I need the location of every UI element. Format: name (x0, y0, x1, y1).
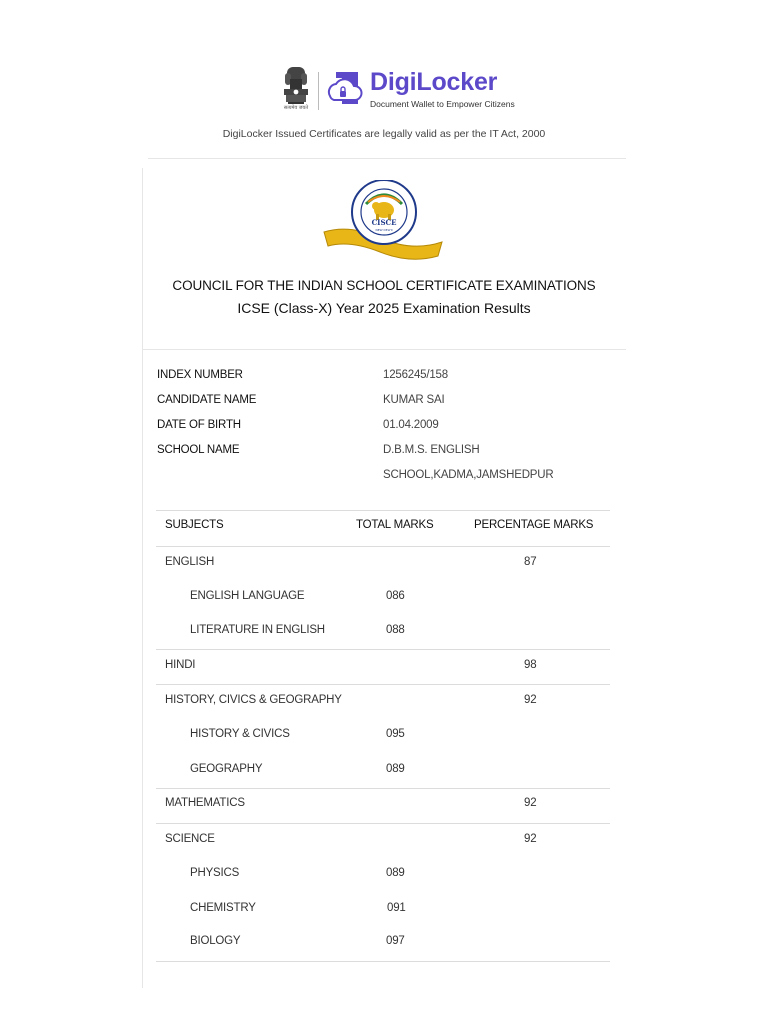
total-marks: 089 (386, 867, 405, 879)
total-marks: 091 (387, 902, 406, 914)
percent-marks: 92 (524, 797, 537, 809)
seal-abbrev: CISCE (371, 218, 397, 227)
percent-marks: 87 (524, 556, 537, 568)
divider (143, 349, 626, 350)
info-value: 1256245/158 (383, 369, 448, 381)
subject-name: HISTORY & CIVICS (190, 728, 290, 740)
subject-name: MATHEMATICS (165, 797, 245, 809)
info-value: D.B.M.S. ENGLISH (383, 444, 480, 456)
subject-name: SCIENCE (165, 833, 215, 845)
col-header-total: TOTAL MARKS (356, 519, 434, 531)
info-label: DATE OF BIRTH (157, 419, 241, 431)
info-value: 01.04.2009 (383, 419, 439, 431)
subject-name: PHYSICS (190, 867, 240, 879)
table-rule (156, 684, 610, 685)
info-label: CANDIDATE NAME (157, 394, 257, 406)
subject-name: HINDI (165, 659, 196, 671)
brand-name: DigiLocker (370, 68, 498, 96)
total-marks: 086 (386, 590, 405, 602)
percent-marks: 92 (524, 694, 537, 706)
table-rule (156, 510, 610, 511)
brand-tagline: Document Wallet to Empower Citizens (370, 99, 515, 109)
subject-name: ENGLISH LANGUAGE (190, 590, 305, 602)
info-label: INDEX NUMBER (157, 369, 243, 381)
subject-name: LITERATURE IN ENGLISH (190, 624, 325, 636)
total-marks: 089 (386, 763, 405, 775)
info-value: KUMAR SAI (383, 394, 445, 406)
info-value: SCHOOL,KADMA,JAMSHEDPUR (383, 469, 554, 481)
legal-notice: DigiLocker Issued Certificates are legally valid as per the IT Act, 2000 (222, 128, 546, 140)
col-header-subjects: SUBJECTS (165, 519, 224, 531)
table-rule (156, 649, 610, 650)
header (0, 60, 768, 120)
logo-divider (318, 72, 319, 110)
table-rule (156, 823, 610, 824)
table-rule (156, 546, 610, 547)
percent-marks: 98 (524, 659, 537, 671)
council-title: COUNCIL FOR THE INDIAN SCHOOL CERTIFICATE EXAMINATIONS (172, 278, 596, 293)
exam-title: ICSE (Class-X) Year 2025 Examination Results (237, 300, 531, 316)
digilocker-logo-icon (322, 68, 366, 112)
subject-name: GEOGRAPHY (190, 763, 263, 775)
subject-name: CHEMISTRY (190, 902, 256, 914)
subject-name: ENGLISH (165, 556, 215, 568)
subject-name: BIOLOGY (190, 935, 241, 947)
subject-name: HISTORY, CIVICS & GEOGRAPHY (165, 694, 342, 706)
col-header-percent: PERCENTAGE MARKS (474, 519, 594, 531)
total-marks: 095 (386, 728, 405, 740)
emblem-caption: सत्यमेव जयते (283, 105, 309, 111)
table-rule (156, 961, 610, 962)
total-marks: 088 (386, 624, 405, 636)
table-rule (156, 788, 610, 789)
percent-marks: 92 (524, 833, 537, 845)
total-marks: 097 (386, 935, 405, 947)
divider (148, 158, 626, 159)
info-label: SCHOOL NAME (157, 444, 240, 456)
seal-sub: NEW DELHI (375, 228, 393, 232)
cisce-seal-logo (320, 180, 446, 262)
